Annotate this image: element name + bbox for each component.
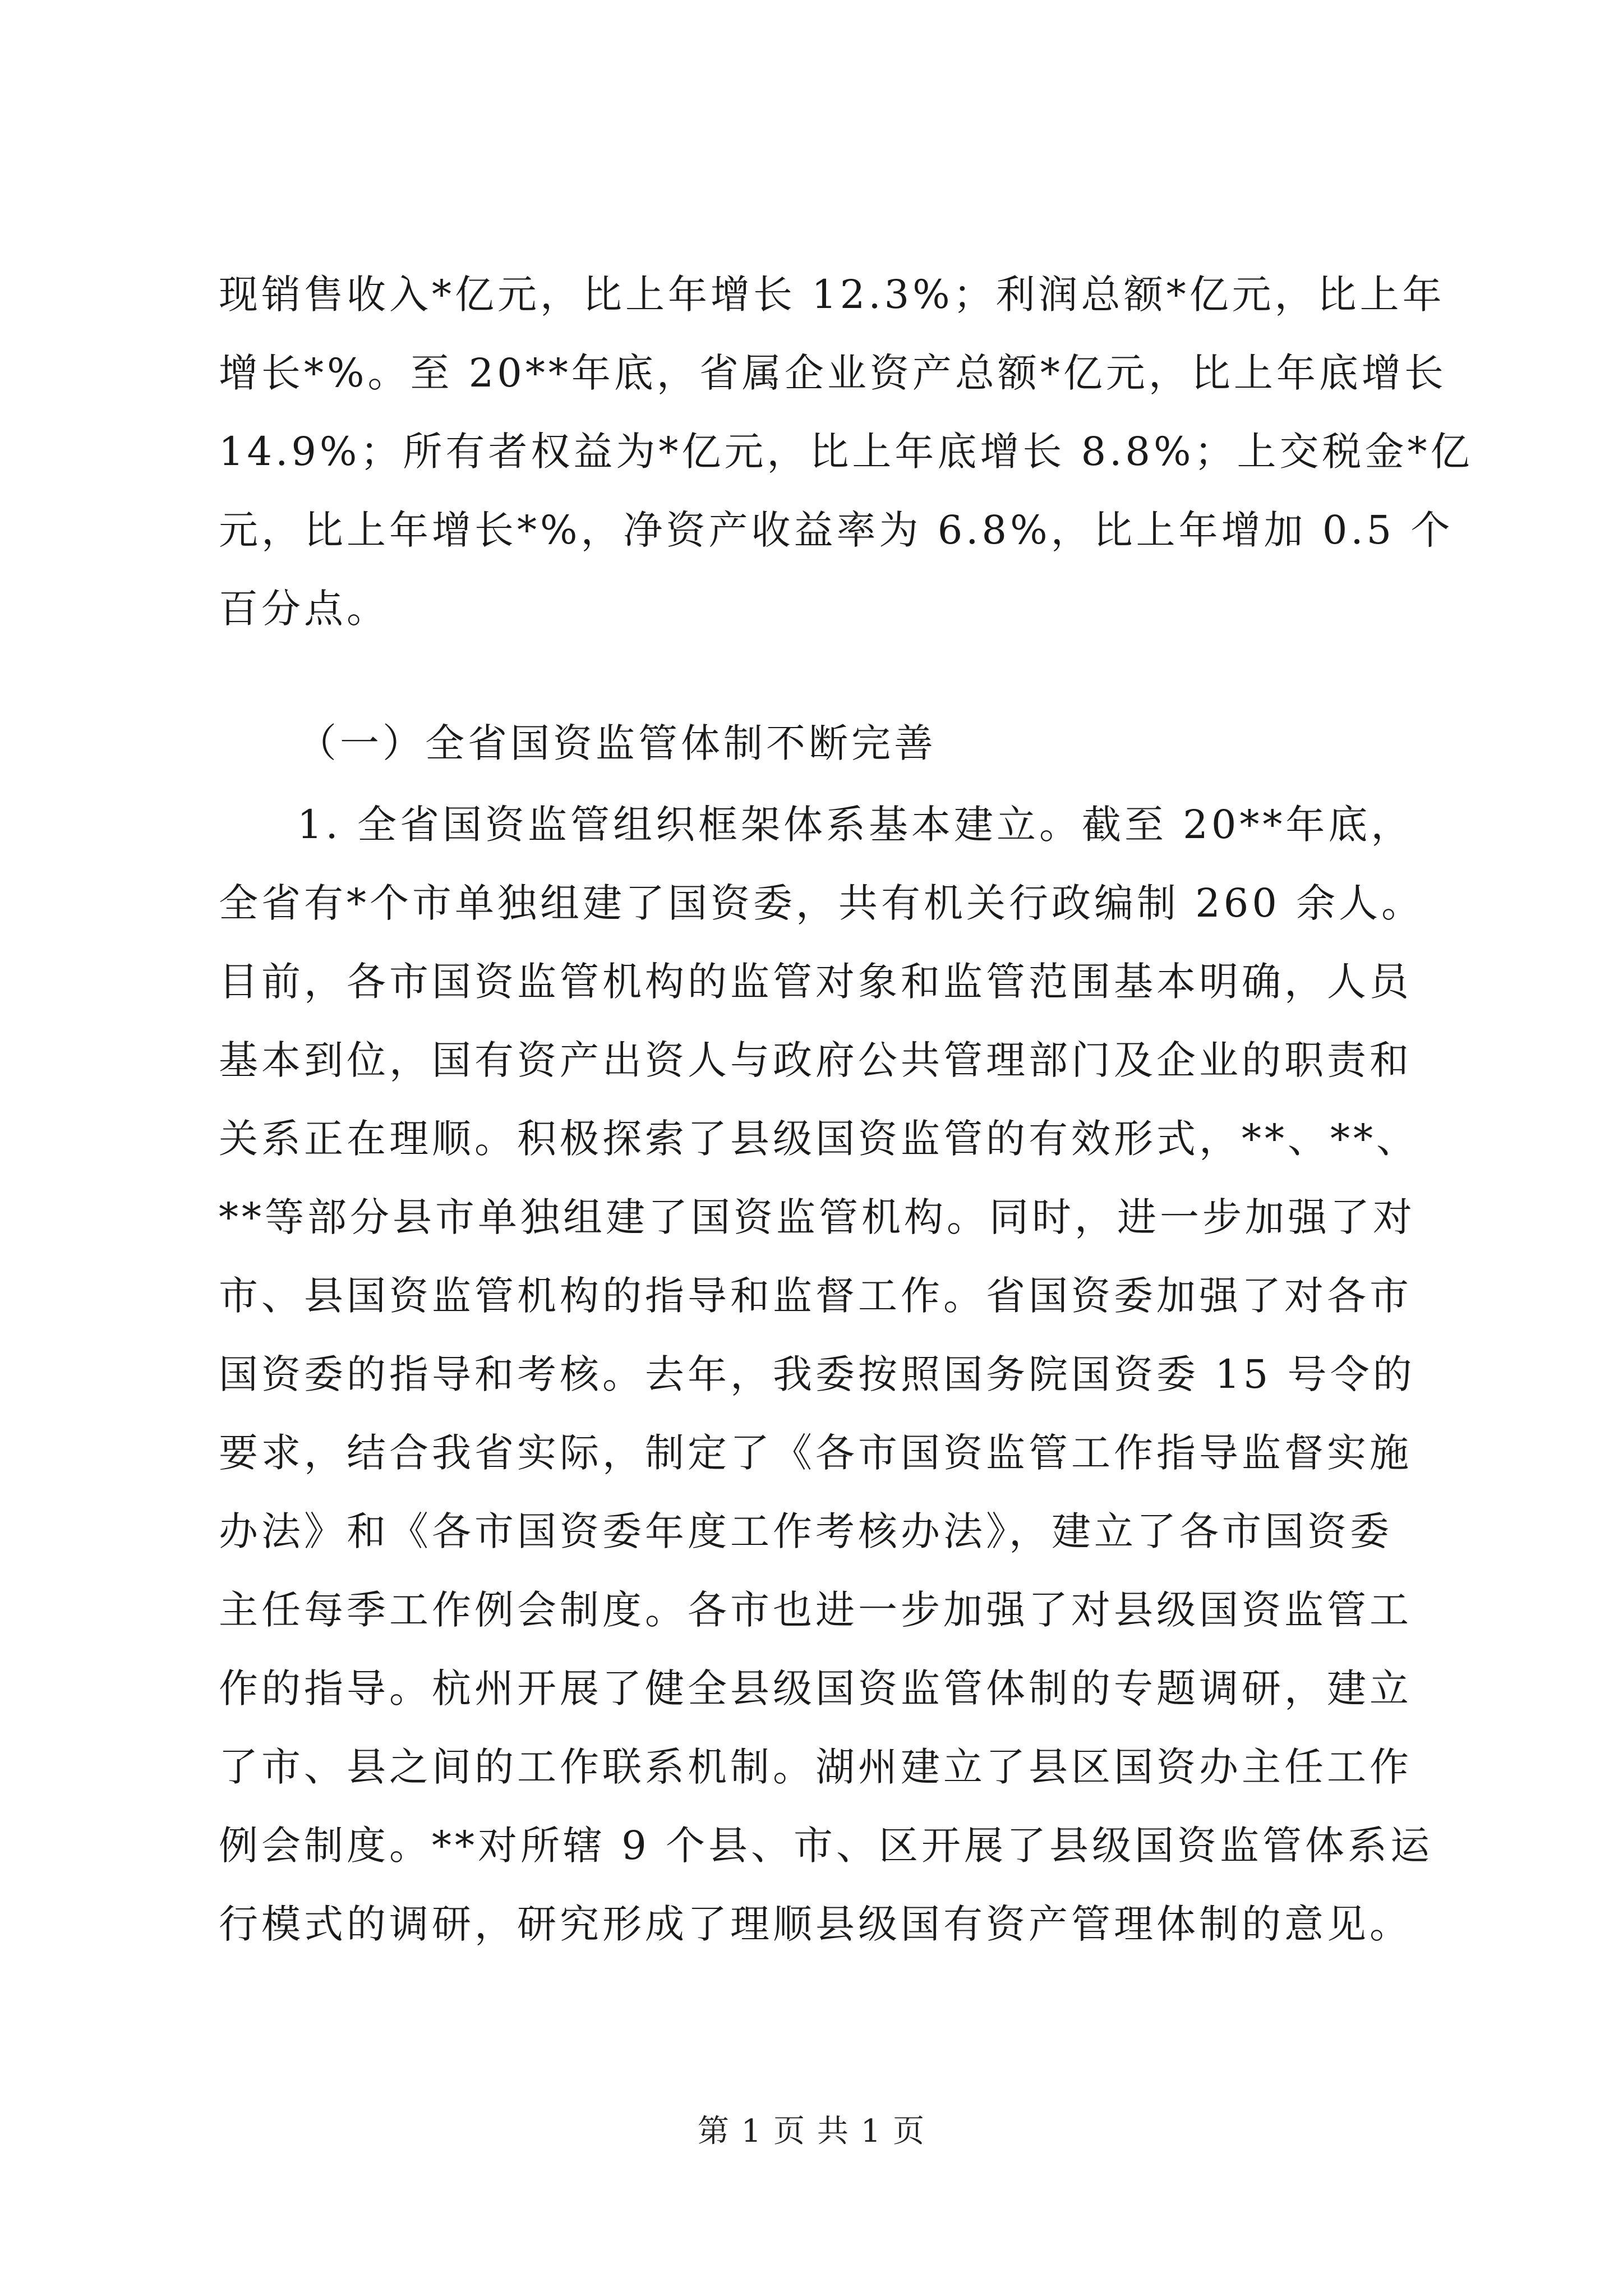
page-footer: 第 1 页 共 1 页 xyxy=(697,2113,926,2150)
text-line: 全省有*个市单独组建了国资委，共有机关行政编制 260 余人。 xyxy=(219,880,1424,926)
text-line: 现销售收入*亿元，比上年增长 12.3%；利润总额*亿元，比上年 xyxy=(219,272,1445,318)
text-line: 1. 全省国资监管组织框架体系基本建立。截至 20**年底， xyxy=(297,802,1414,848)
section-heading: （一）全省国资监管体制不断完善 xyxy=(297,720,937,766)
text-line: 市、县国资监管机构的指导和监督工作。省国资委加强了对各市 xyxy=(219,1273,1412,1319)
text-line: 办法》和《各市国资委年度工作考核办法》，建立了各市国资委 xyxy=(219,1508,1393,1554)
text-line: 增长*%。至 20**年底，省属企业资产总额*亿元，比上年底增长 xyxy=(219,350,1447,396)
text-line: 百分点。 xyxy=(219,586,389,632)
text-line: 作的指导。杭州开展了健全县级国资监管体制的专题调研，建立 xyxy=(219,1665,1412,1711)
text-line: 14.9%；所有者权益为*亿元，比上年底增长 8.8%；上交税金*亿 xyxy=(219,429,1473,475)
text-line: 关系正在理顺。积极探索了县级国资监管的有效形式，**、**、 xyxy=(219,1116,1419,1162)
text-line: 元，比上年增长*%，净资产收益率为 6.8%，比上年增加 0.5 个 xyxy=(219,507,1454,553)
text-line: 基本到位，国有资产出资人与政府公共管理部门及企业的职责和 xyxy=(219,1037,1412,1083)
text-line: 目前，各市国资监管机构的监管对象和监管范围基本明确，人员 xyxy=(219,959,1412,1005)
text-line: 例会制度。**对所辖 9 个县、市、区开展了县级国资监管体系运 xyxy=(219,1823,1433,1869)
text-line: 要求，结合我省实际，制定了《各市国资监管工作指导监督实施 xyxy=(219,1430,1412,1476)
text-line: **等部分县市单独组建了国资监管机构。同时，进一步加强了对 xyxy=(219,1194,1415,1240)
text-line: 主任每季工作例会制度。各市也进一步加强了对县级国资监管工 xyxy=(219,1587,1412,1633)
text-line: 行模式的调研，研究形成了理顺县级国有资产管理体制的意见。 xyxy=(219,1901,1412,1947)
paragraph-statistics xyxy=(219,255,1473,648)
text-line: 国资委的指导和考核。去年，我委按照国务院国资委 15 号令的 xyxy=(219,1351,1415,1397)
text-line: 了市、县之间的工作联系机制。湖州建立了县区国资办主任工作 xyxy=(219,1744,1412,1790)
paragraph-framework xyxy=(219,785,1433,1963)
